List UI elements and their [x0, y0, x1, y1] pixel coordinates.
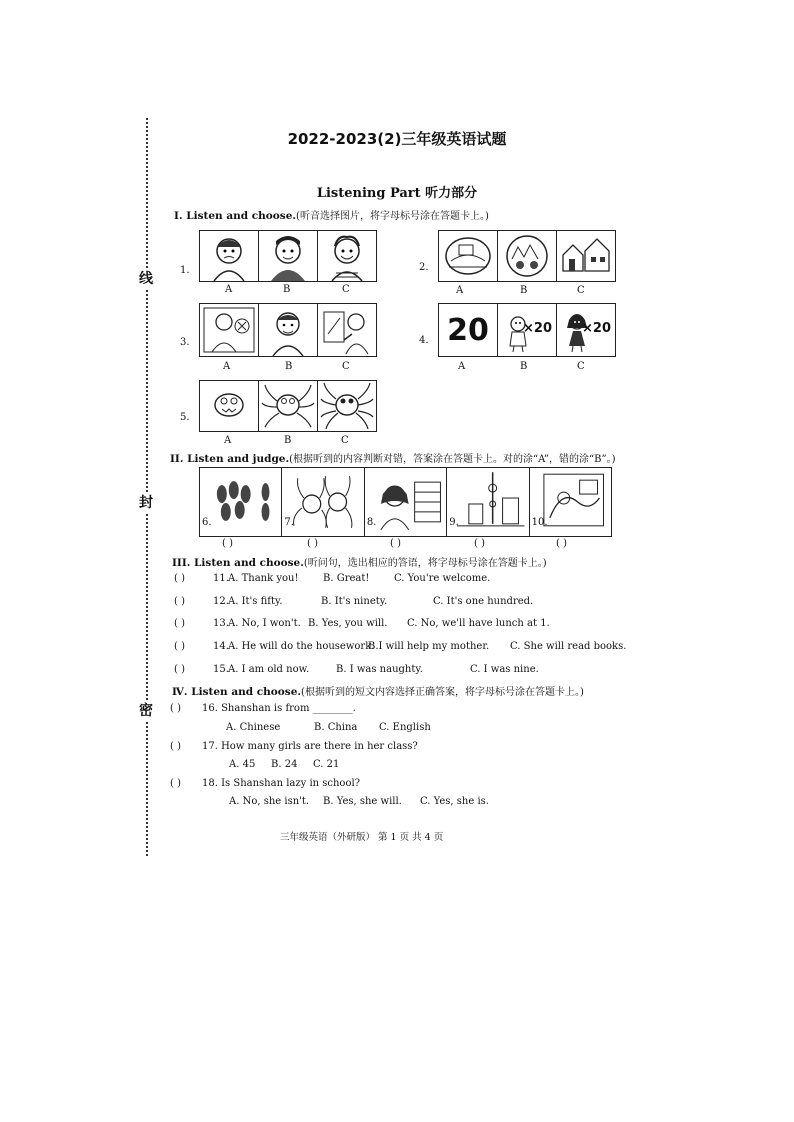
- item-4-pictures: [438, 303, 616, 357]
- q13-number: 13.: [213, 618, 229, 629]
- item-2-option-c-picture: [557, 231, 615, 281]
- item-2-option-a-picture: [439, 231, 498, 281]
- judge-picture-9-number: 9.: [449, 517, 459, 528]
- item-5-number: 5.: [180, 412, 190, 423]
- item-4-option-a-picture: [439, 304, 498, 356]
- q12-paren[interactable]: ( ): [174, 596, 185, 607]
- binding-char-mi: 密: [136, 700, 156, 720]
- item-1-label-c: C: [342, 284, 350, 295]
- item-3-label-b: B: [285, 361, 293, 372]
- item-2-option-b-picture: [498, 231, 557, 281]
- q11-option-a: A. Thank you!: [228, 573, 299, 584]
- q14-option-a: A. He will do the housework.: [228, 641, 375, 652]
- judge-picture-6: [200, 468, 282, 536]
- q15-option-b: B. I was naughty.: [336, 664, 423, 675]
- section4-note: (根据听到的短文内容选择正确答案，将字母标号涂在答题卡上。): [301, 687, 584, 698]
- item-3-label-a: A: [223, 361, 231, 372]
- item-5-option-c-picture: [318, 381, 376, 431]
- item-1-pictures: [199, 230, 377, 282]
- q13-option-c: C. No, we'll have lunch at 1.: [407, 618, 550, 629]
- judge-pictures-strip: [199, 467, 612, 537]
- q17-paren[interactable]: ( ): [170, 741, 181, 752]
- q15-number: 15.: [213, 664, 229, 675]
- item-4-option-a-number: 20: [447, 312, 489, 348]
- item-4-option-c-picture: [557, 304, 615, 356]
- q13-option-a: A. No, I won't.: [228, 618, 301, 629]
- judge-blank-9[interactable]: ( ): [474, 538, 485, 549]
- judge-picture-7-number: 7.: [284, 517, 294, 528]
- q16-option-b: B. China: [314, 722, 358, 733]
- q13-paren[interactable]: ( ): [174, 618, 185, 629]
- q12-number: 12.: [213, 596, 229, 607]
- q12-option-a: A. It's fifty.: [228, 596, 283, 607]
- q17-option-b: B. 24: [271, 759, 298, 770]
- judge-blank-6[interactable]: ( ): [222, 538, 233, 549]
- item-4-option-b-picture: [498, 304, 557, 356]
- binding-line: [146, 118, 148, 856]
- judge-picture-10-number: 10.: [531, 517, 548, 528]
- q16-option-a: A. Chinese: [226, 722, 281, 733]
- q16-option-c: C. English: [379, 722, 431, 733]
- q13-option-b: B. Yes, you will.: [308, 618, 388, 629]
- q12-option-b: B. It's ninety.: [321, 596, 388, 607]
- judge-picture-6-number: 6.: [202, 517, 212, 528]
- q11-number: 11.: [213, 573, 229, 584]
- item-5-label-c: C: [341, 435, 349, 446]
- section4-heading: Ⅳ. Listen and choose.(根据听到的短文内容选择正确答案，将字母标号涂在答题卡上。): [172, 686, 584, 698]
- item-1-number: 1.: [180, 265, 190, 276]
- item-3-option-c-picture: [318, 304, 376, 356]
- q17-option-c: C. 21: [313, 759, 340, 770]
- q15-paren[interactable]: ( ): [174, 664, 185, 675]
- q15-option-c: C. I was nine.: [470, 664, 539, 675]
- section1-heading: I. Listen and choose.(听音选择图片，将字母标号涂在答题卡上。): [174, 210, 489, 222]
- judge-blank-7[interactable]: ( ): [307, 538, 318, 549]
- section1-note: (听音选择图片，将字母标号涂在答题卡上。): [296, 211, 489, 222]
- q18-option-b: B. Yes, she will.: [323, 796, 402, 807]
- judge-picture-10: [530, 468, 611, 536]
- q16-stem: 16. Shanshan is from ________.: [202, 703, 356, 714]
- q14-number: 14.: [213, 641, 229, 652]
- q15-option-a: A. I am old now.: [228, 664, 310, 675]
- item-5-label-a: A: [224, 435, 232, 446]
- item-1-option-b-picture: [259, 231, 318, 281]
- item-3-option-a-picture: [200, 304, 259, 356]
- judge-picture-7: [282, 468, 364, 536]
- item-4-label-c: C: [577, 361, 585, 372]
- q18-stem: 18. Is Shanshan lazy in school?: [202, 778, 361, 789]
- q16-paren[interactable]: ( ): [170, 703, 181, 714]
- q14-paren[interactable]: ( ): [174, 641, 185, 652]
- item-3-option-b-picture: [259, 304, 318, 356]
- item-2-label-a: A: [456, 285, 464, 296]
- page-footer: 三年级英语（外研版） 第 1 页 共 4 页: [280, 832, 444, 843]
- item-5-pictures: [199, 380, 377, 432]
- judge-blank-10[interactable]: ( ): [556, 538, 567, 549]
- item-3-number: 3.: [180, 337, 190, 348]
- judge-picture-9: [447, 468, 529, 536]
- section2-note: (根据听到的内容判断对错，答案涂在答题卡上。对的涂“A”，错的涂“B”。): [289, 454, 616, 465]
- item-4-label-b: B: [520, 361, 528, 372]
- item-4-option-b-times: ×20: [523, 321, 552, 336]
- section3-note: (听问句，选出相应的答语，将字母标号涂在答题卡上。): [303, 558, 547, 569]
- q11-option-c: C. You're welcome.: [394, 573, 491, 584]
- q17-stem: 17. How many girls are there in her class?: [202, 741, 418, 752]
- section3-heading: III. Listen and choose.(听问句，选出相应的答语，将字母标号涂在答题卡上。): [172, 557, 547, 569]
- item-4-option-c-times: ×20: [582, 321, 611, 336]
- section2-heading: II. Listen and judge.(根据听到的内容判断对错，答案涂在答题卡上。对的涂“A”，错的涂“B”。): [170, 453, 616, 465]
- item-2-number: 2.: [419, 262, 429, 273]
- q12-option-c: C. It's one hundred.: [433, 596, 534, 607]
- q14-option-c: C. She will read books.: [510, 641, 627, 652]
- judge-blank-8[interactable]: ( ): [390, 538, 401, 549]
- item-5-option-b-picture: [259, 381, 318, 431]
- binding-char-xian: 线: [136, 268, 156, 288]
- item-3-pictures: [199, 303, 377, 357]
- item-4-label-a: A: [458, 361, 466, 372]
- item-1-label-b: B: [283, 284, 291, 295]
- item-4-number: 4.: [419, 335, 429, 346]
- binding-char-feng: 封: [136, 492, 156, 512]
- item-5-label-b: B: [284, 435, 292, 446]
- item-1-label-a: A: [225, 284, 233, 295]
- q18-option-a: A. No, she isn't.: [229, 796, 310, 807]
- judge-picture-8-number: 8.: [366, 517, 377, 528]
- q18-option-c: C. Yes, she is.: [420, 796, 489, 807]
- item-2-pictures: [438, 230, 616, 282]
- item-5-option-a-picture: [200, 381, 259, 431]
- q14-option-b: B.I will help my mother.: [368, 641, 490, 652]
- q18-paren[interactable]: ( ): [170, 778, 181, 789]
- exam-title: 2022-2023(2)三年级英语试题: [287, 130, 507, 148]
- item-2-label-b: B: [520, 285, 528, 296]
- part-subtitle: Listening Part 听力部分: [316, 186, 478, 201]
- item-3-label-c: C: [342, 361, 350, 372]
- item-1-option-c-picture: [318, 231, 376, 281]
- item-2-label-c: C: [577, 285, 585, 296]
- item-1-option-a-picture: [200, 231, 259, 281]
- q17-option-a: A. 45: [229, 759, 256, 770]
- q11-option-b: B. Great!: [323, 573, 370, 584]
- q11-paren[interactable]: ( ): [174, 573, 185, 584]
- judge-picture-8: [365, 468, 447, 536]
